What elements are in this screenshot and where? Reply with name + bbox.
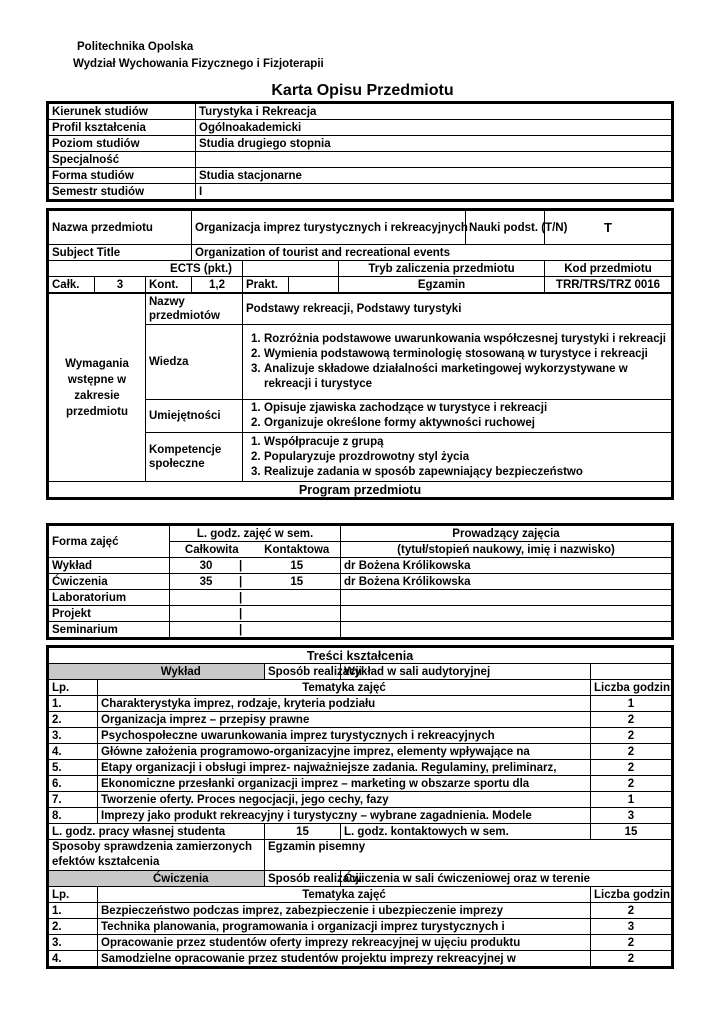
- topic-hours: 3: [591, 919, 672, 935]
- content-heading: Treści kształcenia: [49, 648, 672, 664]
- lecturer-name: [341, 590, 672, 606]
- contact-ects-value: 1,2: [192, 277, 243, 293]
- row-number: 3.: [49, 935, 98, 951]
- lecturer-name: [341, 606, 672, 622]
- total-hours-cell: [170, 606, 254, 622]
- total-hours: 30: [199, 559, 213, 572]
- social-competences-list: [243, 433, 672, 482]
- list-item-number: 2.: [251, 417, 261, 429]
- exercises-section-label: Ćwiczenia: [98, 871, 265, 887]
- table-row: [49, 728, 672, 744]
- topic-hours: 2: [591, 935, 672, 951]
- topic-hours: 1: [591, 696, 672, 712]
- lecturer-name: dr Bożena Królikowska: [341, 558, 672, 574]
- list-item-number: 3.: [251, 465, 261, 478]
- row-number: 1.: [49, 696, 98, 712]
- topic-text: Ekonomiczne przesłanki organizacji imprez – marketing w obszarze sportu dla: [98, 776, 591, 792]
- contact-hours-sem-label: L. godz. kontaktowych w sem.: [341, 824, 591, 840]
- total-hours: 35: [199, 575, 213, 588]
- study-row: [49, 168, 672, 184]
- study-field-value: Turystyka i Rekreacja: [196, 104, 672, 120]
- study-field-value: Ogólnoakademicki: [196, 120, 672, 136]
- topic-hours: 2: [591, 903, 672, 919]
- study-row: [49, 136, 672, 152]
- exam-mode-value: Egzamin: [339, 277, 545, 293]
- exercises-method-value: Ćwiczenia w sali ćwiczeniowej oraz w terenie: [341, 871, 672, 887]
- study-field-value: [196, 152, 672, 168]
- hours-separator: |: [239, 623, 243, 636]
- topic-text: Główne założenia programowo-organizacyjne imprez, elementy wpływające na: [98, 744, 591, 760]
- topic-text: Bezpieczeństwo podczas imprez, zabezpieczenie i ubezpieczenie imprezy: [98, 903, 591, 919]
- study-field-label: Semestr studiów: [49, 184, 196, 200]
- topic-text: Organizacja imprez – przepisy prawne: [98, 712, 591, 728]
- list-item-number: 1.: [251, 333, 261, 345]
- topic-hours: 2: [591, 728, 672, 744]
- row-number: 5.: [49, 760, 98, 776]
- exercises-method-label: Sposób realizacji: [265, 871, 341, 887]
- contact-hours: 15: [254, 574, 341, 590]
- table-row: [49, 919, 672, 935]
- social-competences-label: Kompetencje społeczne: [146, 433, 243, 482]
- topic-text: Opracowanie przez studentów oferty imprezy rekreacyjnej w ujęciu produktu: [98, 935, 591, 951]
- hours-table: [46, 523, 674, 640]
- topic-hours: 2: [591, 712, 672, 728]
- list-item-text: Popularyzuje prozdrowotny styl życia: [264, 450, 470, 463]
- total-ects-label: Całk.: [49, 277, 95, 293]
- list-item-number: 2.: [251, 348, 261, 360]
- row-number: 3.: [49, 728, 98, 744]
- study-info-table: [46, 101, 674, 202]
- lecturer-name: [341, 622, 672, 638]
- study-field-label: Profil kształcenia: [49, 120, 196, 136]
- lecturer-sub-label: (tytuł/stopień naukowy, imię i nazwisko): [341, 542, 672, 558]
- content-table: [46, 645, 674, 969]
- topic-hours: 3: [591, 808, 672, 824]
- row-number: 4.: [49, 744, 98, 760]
- hours-separator: |: [239, 575, 243, 588]
- list-item-text: Rozróżnia podstawowe uwarunkowania współczesnej turystyki i rekreacji: [264, 333, 666, 345]
- contact-hours: [254, 590, 341, 606]
- contact-hours-label: Kontaktowa: [254, 542, 341, 558]
- table-row: [49, 744, 672, 760]
- contact-hours: [254, 622, 341, 638]
- lecture-section-label: Wykład: [98, 664, 265, 680]
- subject-title-label: Subject Title: [49, 245, 192, 261]
- form-name: Ćwiczenia: [49, 574, 170, 590]
- prior-subjects-value: Podstawy rekreacji, Podstawy turystyki: [243, 294, 672, 325]
- study-field-label: Forma studiów: [49, 168, 196, 184]
- hours-separator: |: [239, 559, 243, 572]
- hours-separator: |: [239, 591, 243, 604]
- contact-ects-label: Kont.: [146, 277, 192, 293]
- row-number: 4.: [49, 951, 98, 967]
- list-item-text: Wymienia podstawową terminologię stosowaną w turystyce i rekreacji: [264, 348, 648, 360]
- topic-hours: 2: [591, 951, 672, 967]
- study-field-value: Studia drugiego stopnia: [196, 136, 672, 152]
- lecture-hours-header: Liczba godzin: [591, 680, 672, 696]
- row-number: 1.: [49, 903, 98, 919]
- table-row: [49, 760, 672, 776]
- prior-subjects-label: Nazwy przedmiotów: [146, 294, 243, 325]
- list-item: [251, 435, 668, 450]
- list-item-text: Współpracuje z grupą: [264, 435, 384, 448]
- hours-row: [49, 606, 672, 622]
- list-item-text: Analizuje składowe działalności marketingowej wykorzystywane w rekreacji i turystyce: [264, 363, 628, 390]
- row-number: 7.: [49, 792, 98, 808]
- study-field-value: I: [196, 184, 672, 200]
- hours-label: L. godz. zajęć w sem.: [170, 526, 341, 542]
- exercises-hours-header: Liczba godzin: [591, 887, 672, 903]
- list-item-number: 1.: [251, 402, 261, 414]
- exercises-topic-header: Tematyka zajęć: [98, 887, 591, 903]
- lecture-topic-header: Tematyka zajęć: [98, 680, 591, 696]
- table-row: [49, 808, 672, 824]
- study-row: [49, 120, 672, 136]
- row-number: 6.: [49, 776, 98, 792]
- list-item-number: 3.: [251, 363, 261, 375]
- ects-label: ECTS (pkt.): [49, 261, 243, 277]
- self-study-label: L. godz. pracy własnej studenta: [49, 824, 265, 840]
- topic-text: Imprezy jako produkt rekreacyjny i turystyczny – wybrane zagadnienia. Modele: [98, 808, 591, 824]
- list-item: [251, 332, 668, 347]
- list-item: [251, 450, 668, 465]
- table-row: [49, 776, 672, 792]
- study-field-value: Studia stacjonarne: [196, 168, 672, 184]
- basic-sciences-value: T: [545, 211, 672, 245]
- form-name: Wykład: [49, 558, 170, 574]
- form-label: Forma zajęć: [49, 526, 170, 558]
- topic-text: Technika planowania, programowania i organizacji imprez turystycznych i: [98, 919, 591, 935]
- university-name: Politechnika Opolska: [77, 41, 194, 53]
- table-row: [49, 951, 672, 967]
- study-row: [49, 152, 672, 168]
- total-hours-cell: [170, 574, 254, 590]
- hours-separator: |: [239, 607, 243, 620]
- topic-text: Samodzielne opracowanie przez studentów projektu imprezy rekreacyjnej w: [98, 951, 591, 967]
- lecturer-label: Prowadzący zajęcia: [341, 526, 672, 542]
- lecture-method-value: Wykład w sali audytoryjnej: [341, 664, 591, 680]
- lecture-lp-header: Lp.: [49, 680, 98, 696]
- total-ects-value: 3: [95, 277, 146, 293]
- topic-text: Psychospołeczne uwarunkowania imprez turystycznych i rekreacyjnych: [98, 728, 591, 744]
- row-number: 2.: [49, 919, 98, 935]
- list-item-text: Opisuje zjawiska zachodzące w turystyce i rekreacji: [264, 402, 548, 414]
- hours-row: [49, 590, 672, 606]
- page-title: Karta Opisu Przedmiotu: [271, 82, 454, 99]
- exercises-lp-header: Lp.: [49, 887, 98, 903]
- practical-ects-value: [289, 277, 339, 293]
- list-item: [251, 362, 668, 392]
- subject-title-value: Organization of tourist and recreational events: [192, 245, 672, 261]
- topic-hours: 2: [591, 760, 672, 776]
- list-item: [251, 465, 668, 480]
- table-row: [49, 696, 672, 712]
- table-row: [49, 792, 672, 808]
- topic-hours: 1: [591, 792, 672, 808]
- study-row: [49, 184, 672, 200]
- exam-mode-label: Tryb zaliczenia przedmiotu: [339, 261, 545, 277]
- contact-hours: 15: [254, 558, 341, 574]
- list-item-text: Organizuje określone formy aktywności ruchowej: [264, 417, 535, 429]
- verification-value: Egzamin pisemny: [265, 840, 672, 871]
- knowledge-list: [243, 325, 672, 400]
- subject-name-label: Nazwa przedmiotu: [49, 211, 192, 245]
- course-code-value: TRR/TRS/TRZ 0016: [545, 277, 672, 293]
- list-item-text: Realizuje zadania w sposób zapewniający bezpieczeństwo: [264, 465, 583, 478]
- topic-hours: 2: [591, 744, 672, 760]
- row-number: 8.: [49, 808, 98, 824]
- skills-label: Umiejętności: [146, 400, 243, 433]
- total-hours-cell: [170, 590, 254, 606]
- study-row: [49, 104, 672, 120]
- list-item: [251, 347, 668, 362]
- total-hours-cell: [170, 558, 254, 574]
- study-field-label: Poziom studiów: [49, 136, 196, 152]
- contact-hours: [254, 606, 341, 622]
- list-item-number: 2.: [251, 450, 261, 463]
- total-hours-label: Całkowita: [170, 542, 254, 558]
- verification-label: Sposoby sprawdzenia zamierzonych efektów kształcenia: [49, 840, 265, 871]
- course-code-label: Kod przedmiotu: [545, 261, 672, 277]
- subject-name-value: Organizacja imprez turystycznych i rekreacyjnych: [192, 211, 466, 245]
- topic-text: Etapy organizacji i obsługi imprez- najważniejsze zadania. Regulaminy, preliminarz,: [98, 760, 591, 776]
- faculty-name: Wydział Wychowania Fizycznego i Fizjoterapii: [73, 58, 324, 70]
- basic-sciences-label: Nauki podst. (T/N): [466, 211, 545, 245]
- study-field-label: Specjalność: [49, 152, 196, 168]
- lecturer-name: dr Bożena Królikowska: [341, 574, 672, 590]
- hours-row: [49, 622, 672, 638]
- subject-table: [46, 208, 674, 500]
- self-study-value: 15: [265, 824, 341, 840]
- form-name: Laboratorium: [49, 590, 170, 606]
- topic-hours: 2: [591, 776, 672, 792]
- topic-text: Tworzenie oferty. Proces negocjacji, jego cechy, fazy: [98, 792, 591, 808]
- program-heading: Program przedmiotu: [49, 482, 672, 498]
- table-row: [49, 903, 672, 919]
- topic-text: Charakterystyka imprez, rodzaje, kryteria podziału: [98, 696, 591, 712]
- skills-list: [243, 400, 672, 433]
- list-item-number: 1.: [251, 435, 261, 448]
- table-row: [49, 712, 672, 728]
- total-hours-cell: [170, 622, 254, 638]
- lecture-method-label: Sposób realizacji: [265, 664, 341, 680]
- hours-row: [49, 574, 672, 590]
- practical-ects-label: Prakt.: [243, 277, 289, 293]
- list-item: [251, 416, 668, 431]
- table-row: [49, 935, 672, 951]
- knowledge-label: Wiedza: [146, 325, 243, 400]
- row-number: 2.: [49, 712, 98, 728]
- prerequisites-label: Wymagania wstępne w zakresie przedmiotu: [49, 294, 146, 482]
- study-field-label: Kierunek studiów: [49, 104, 196, 120]
- list-item: [251, 401, 668, 416]
- hours-row: [49, 558, 672, 574]
- form-name: Seminarium: [49, 622, 170, 638]
- form-name: Projekt: [49, 606, 170, 622]
- contact-hours-sem-value: 15: [591, 824, 672, 840]
